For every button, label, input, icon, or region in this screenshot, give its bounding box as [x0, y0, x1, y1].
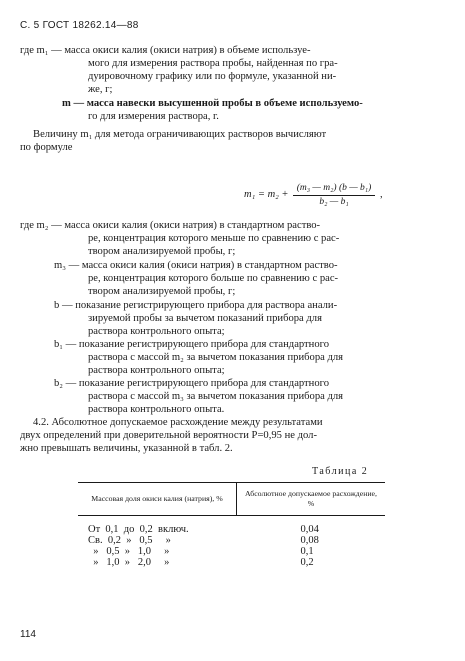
- text-line: b₁ — показание регистрирующего прибора для стандартного: [54, 339, 330, 350]
- table-header-cell: Массовая доля окиси калия (натрия), %: [78, 483, 237, 516]
- table-row: [78, 557, 385, 568]
- table-row: [78, 535, 385, 546]
- text-line: мого для измерения раствора пробы, найденная по гра-: [88, 58, 338, 69]
- formula-lhs: m₁ = m₂ +: [244, 189, 289, 200]
- text-line: Величину m₁ для метода ограничивающих растворов вычисляют: [33, 129, 327, 140]
- text-line: b — показание регистрирующего прибора для раствора анали-: [54, 300, 338, 311]
- text-line: твором анализируемой пробы, г;: [88, 246, 236, 257]
- text-line: ре, концентрация которого больше по сравнению с рас-: [88, 273, 339, 284]
- text-line: раствора контрольного опыта;: [88, 365, 225, 376]
- text-line: зируемой пробы за вычетом показаний прибора для: [88, 313, 322, 324]
- text-line: раствора с массой m₃ за вычетом показания прибора для: [88, 391, 344, 402]
- text-line: m₃ — масса окиси калия (окиси натрия) в стандартном раство-: [54, 260, 338, 271]
- page-number: 114: [20, 629, 36, 640]
- table-caption: Таблица 2: [312, 466, 369, 477]
- text-line: m — масса навески высушенной пробы в объеме используемо-: [62, 98, 363, 109]
- table-cell: 0,08: [300, 535, 319, 546]
- table-cell: 0,1: [300, 546, 314, 557]
- table-cell: 0,04: [300, 524, 319, 535]
- data-table: [78, 482, 385, 568]
- text-line: раствора с массой m₂ за вычетом показания прибора для: [88, 352, 344, 363]
- text-line: где m₂ — масса окиси калия (окиси натрия) в стандартном раство-: [20, 220, 321, 231]
- text-line: раствора контрольного опыта.: [88, 404, 225, 415]
- table-row: [78, 516, 385, 536]
- text-line: где m₁ — масса окиси калия (окиси натрия) в объеме используе-: [20, 45, 311, 56]
- table-cell: » 0,5 » 1,0 »: [88, 546, 170, 557]
- page-header: С. 5 ГОСТ 18262.14—88: [20, 20, 139, 31]
- table-cell: Св. 0,2 » 0,5 »: [88, 535, 171, 546]
- text-line: твором анализируемой пробы, г;: [88, 286, 236, 297]
- table-row: [78, 546, 385, 557]
- text-line: дуировочному графику или по формуле, указанной ни-: [88, 71, 337, 82]
- text-line: раствора контрольного опыта;: [88, 326, 225, 337]
- text-line: 4.2. Абсолютное допускаемое расхождение между результатами: [33, 417, 323, 428]
- text-line: двух определений при доверительной вероятности P=0,95 не дол-: [20, 430, 317, 441]
- formula-fraction: [293, 183, 375, 208]
- text-line: же, г;: [88, 84, 113, 95]
- text-line: b₂ — показание регистрирующего прибора для стандартного: [54, 378, 330, 389]
- text-line: жно превышать величины, указанной в табл. 2.: [20, 443, 233, 454]
- text-line: по формуле: [20, 142, 73, 153]
- table-header-row: [78, 483, 385, 516]
- table-cell: » 1,0 » 2,0 »: [88, 557, 170, 568]
- table-cell: 0,2: [300, 557, 314, 568]
- formula-denominator: b₂ — b₁: [319, 197, 349, 207]
- formula-trail: ,: [380, 189, 383, 200]
- formula-numerator: (m₃ — m₂) (b — b₁): [293, 183, 375, 196]
- text-line: го для измерения раствора, г.: [88, 111, 219, 122]
- table-cell: От 0,1 до 0,2 включ.: [88, 524, 189, 535]
- table-header-cell: Абсолютное допускаемое расхождение, %: [237, 483, 386, 516]
- text-line: ре, концентрация которого меньше по сравнению с рас-: [88, 233, 340, 244]
